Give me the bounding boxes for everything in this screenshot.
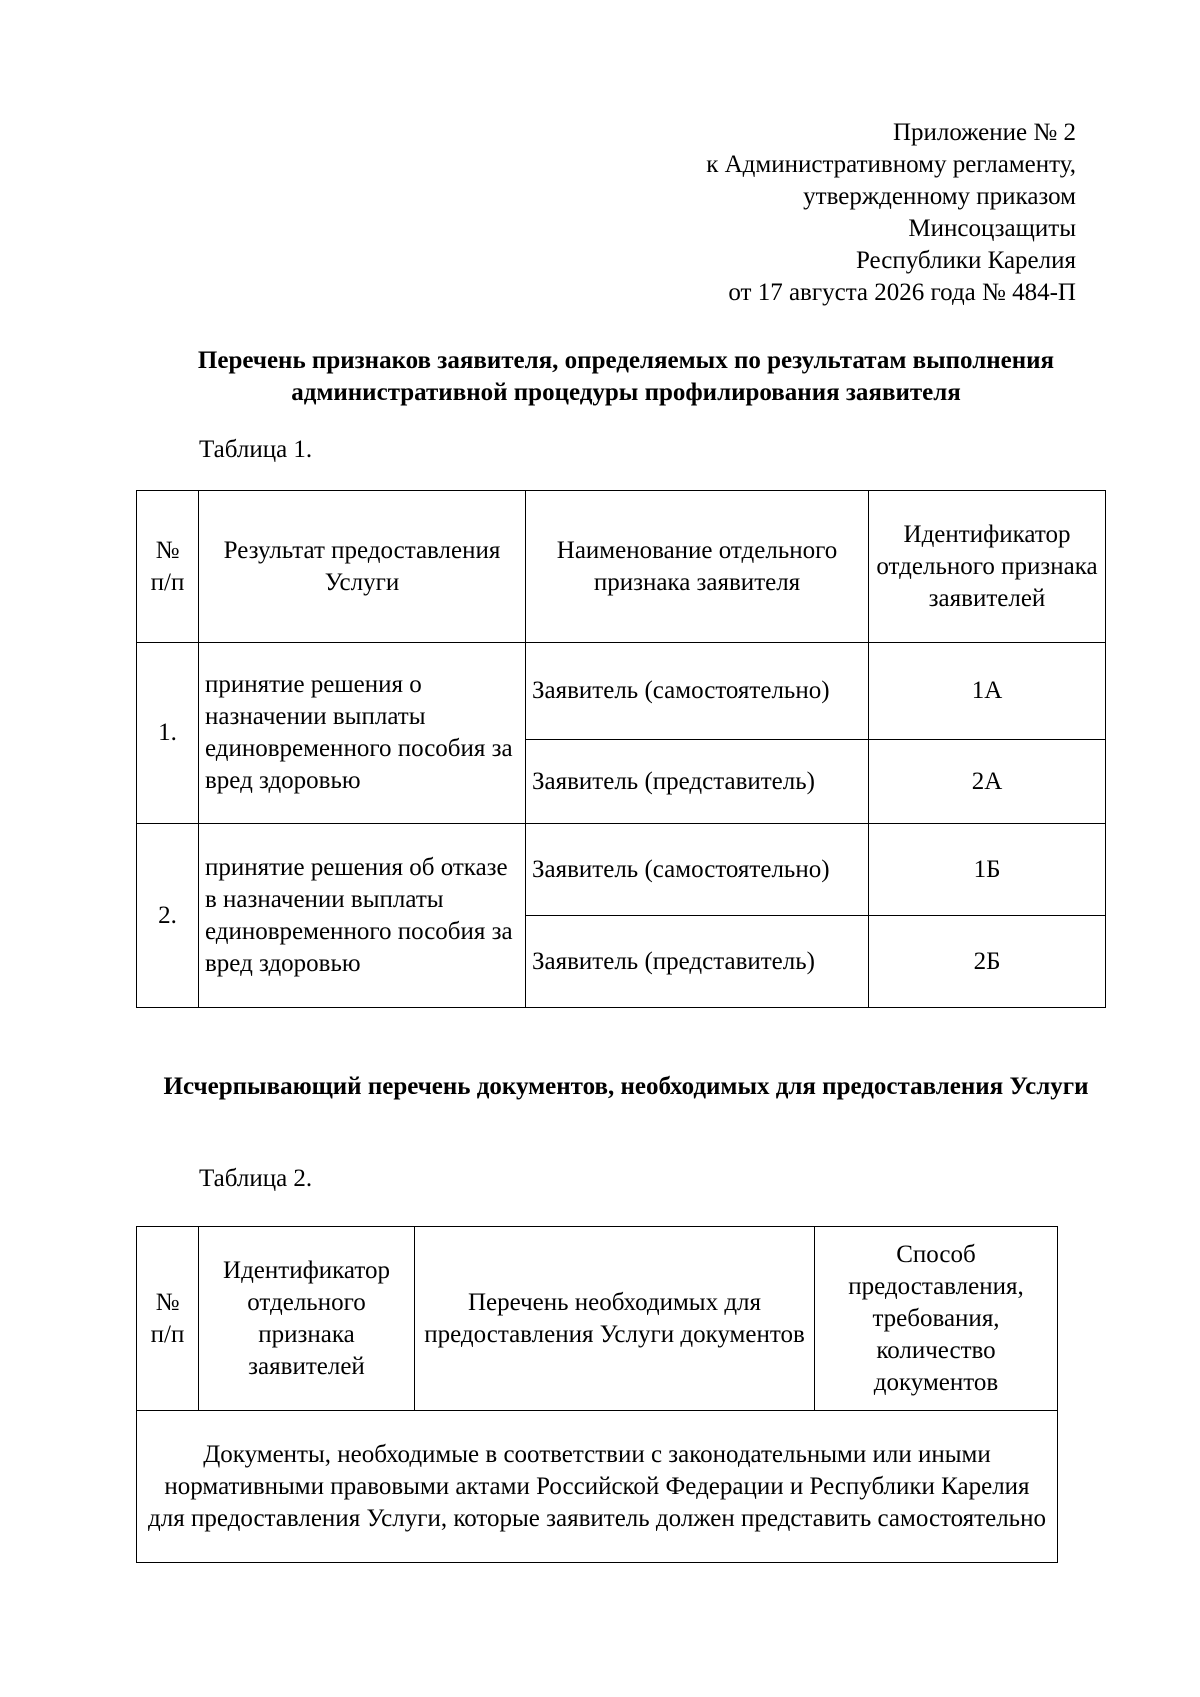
row-feature-id: 1Б [869, 824, 1106, 916]
appendix-line: Приложение № 2 [892, 119, 1076, 146]
row-feature-name: Заявитель (представитель) [526, 916, 869, 1008]
header-name: Наименование отдельного признака заявителя [526, 491, 869, 643]
header-id: Идентификатор отдельного признака заявителей [869, 491, 1106, 643]
appendix-header [516, 117, 1076, 309]
table-row [137, 643, 1106, 740]
appendix-line: к Административному регламенту, [706, 151, 1076, 178]
table-row [137, 1411, 1058, 1563]
row-feature-name: Заявитель (самостоятельно) [526, 643, 869, 740]
row-num: 1. [137, 643, 199, 824]
header-method: Способ предоставления, требования, количество документов [815, 1227, 1058, 1411]
span-row-text: Документы, необходимые в соответствии с законодательными или иными нормативными правовыми актами Российской Федерации и Республики Карелия для предоставления Услуги, которые заявитель должен представить самостоятельно [137, 1411, 1058, 1563]
table-header-row [137, 1227, 1058, 1411]
section2-title: Исчерпывающий перечень документов, необходимых для предоставления Услуги [163, 1073, 1089, 1100]
section1-title: Перечень признаков заявителя, определяемых по результатам выполнения административной процедуры профилирования заявителя [197, 347, 1055, 406]
row-result: принятие решения об отказе в назначении выплаты единовременного пособия за вред здоровью [199, 824, 526, 1008]
header-docs: Перечень необходимых для предоставления Услуги документов [415, 1227, 815, 1411]
row-result: принятие решения о назначении выплаты единовременного пособия за вред здоровью [199, 643, 526, 824]
header-num: № п/п [137, 491, 199, 643]
header-num: № п/п [137, 1227, 199, 1411]
table1-caption: Таблица 1. [199, 436, 313, 463]
appendix-line: Минсоцзащиты [908, 215, 1076, 242]
table-header-row [137, 491, 1106, 643]
table-row [137, 824, 1106, 916]
row-feature-name: Заявитель (представитель) [526, 740, 869, 824]
table2-caption: Таблица 2. [199, 1165, 313, 1192]
table2 [136, 1226, 1058, 1563]
row-feature-id: 2Б [869, 916, 1106, 1008]
appendix-line: утвержденному приказом [803, 183, 1076, 210]
header-result: Результат предоставления Услуги [199, 491, 526, 643]
row-feature-id: 2А [869, 740, 1106, 824]
appendix-line: Республики Карелия [855, 247, 1076, 274]
table1 [136, 490, 1106, 1008]
header-id: Идентификатор отдельного признака заявителей [199, 1227, 415, 1411]
row-feature-name: Заявитель (самостоятельно) [526, 824, 869, 916]
row-num: 2. [137, 824, 199, 1008]
appendix-line: от 17 августа 2026 года № 484-П [728, 279, 1076, 306]
row-feature-id: 1А [869, 643, 1106, 740]
